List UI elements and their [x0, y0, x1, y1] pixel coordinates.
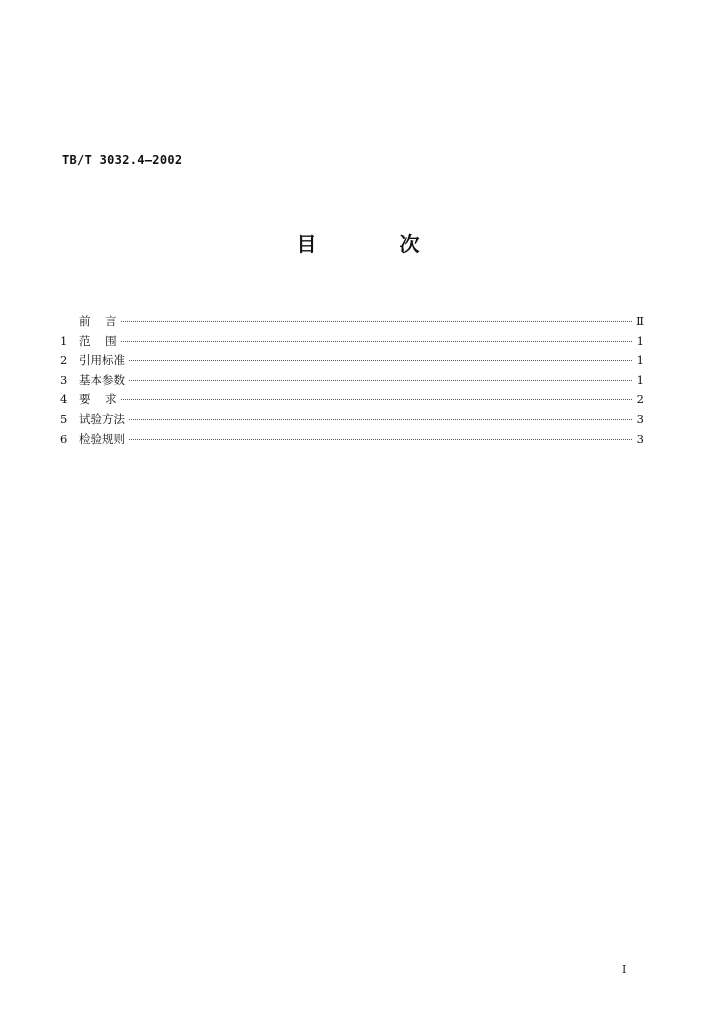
toc-entry-page: 1 [636, 333, 644, 348]
toc-entry-number: 2 [60, 353, 68, 368]
standard-code: TB/T 3032.4—2002 [62, 153, 183, 167]
toc-entry-test-methods[interactable] [60, 410, 644, 430]
toc-entry-number: 1 [60, 333, 68, 348]
toc-entry-basic-parameters[interactable] [60, 371, 644, 391]
toc-entry-scope[interactable] [60, 332, 644, 352]
toc-entry-number: 5 [60, 411, 68, 426]
toc-entry-page: Ⅱ [636, 314, 644, 328]
page-number: Ⅰ [622, 963, 627, 976]
toc-entry-requirements[interactable] [60, 390, 644, 410]
dot-leader [121, 399, 632, 400]
toc-entry-number: 6 [60, 431, 68, 446]
toc-entry-label: 基本参数 [79, 372, 125, 387]
toc-entry-page: 1 [636, 353, 644, 368]
toc-title: 目 次 [296, 232, 458, 256]
toc-entry-label: 范 围 [79, 333, 117, 348]
dot-leader [129, 380, 632, 381]
toc-entry-number: 3 [60, 372, 68, 387]
dot-leader [121, 341, 632, 342]
toc-entry-page: 1 [636, 372, 644, 387]
dot-leader [121, 321, 632, 322]
toc-entry-number: 4 [60, 392, 68, 407]
toc-entry-label: 引用标准 [79, 353, 125, 368]
table-of-contents [60, 312, 644, 449]
dot-leader [129, 360, 632, 361]
dot-leader [129, 419, 632, 420]
toc-entry-foreword[interactable] [60, 312, 644, 332]
toc-entry-page: 3 [636, 431, 644, 446]
dot-leader [129, 439, 632, 440]
toc-entry-inspection-rules[interactable] [60, 430, 644, 450]
toc-entry-page: 2 [636, 392, 644, 407]
toc-entry-label: 要 求 [79, 392, 117, 407]
toc-entry-label: 前 言 [79, 314, 117, 328]
toc-entry-page: 3 [636, 411, 644, 426]
toc-entry-normative-references[interactable] [60, 351, 644, 371]
toc-entry-label: 检验规则 [79, 431, 125, 446]
toc-entry-label: 试验方法 [79, 411, 125, 426]
